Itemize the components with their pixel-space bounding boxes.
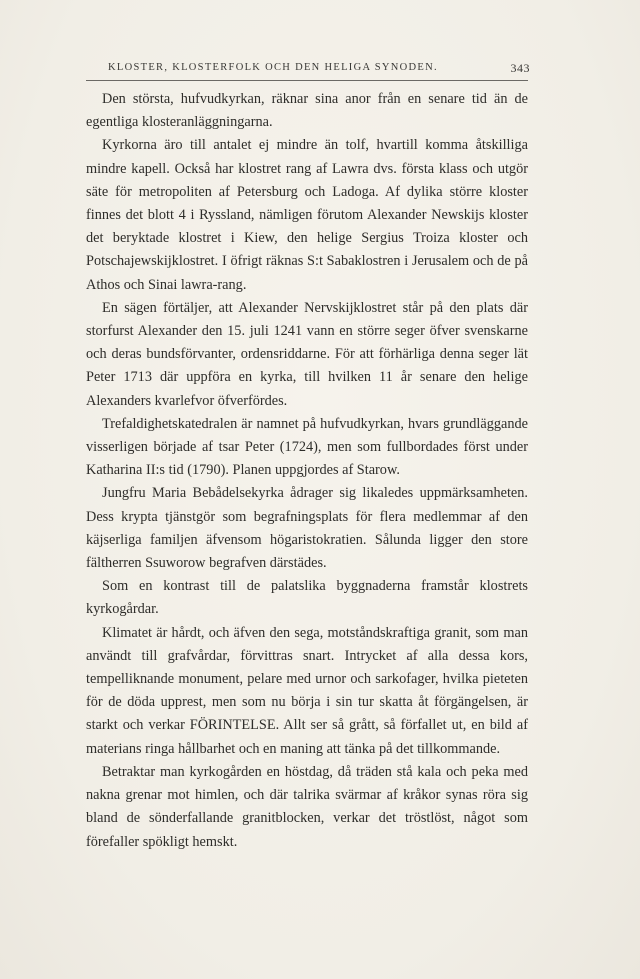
running-head <box>86 62 528 80</box>
paragraph-3: En sägen förtäljer, att Alexander Nervskijklostret står på den plats där storfurst Alexander den 15. juli 1241 vann en större seger öfver svenskarne och deras bundsförvanter, ordensriddarne. För att förhärliga denna seger lät Peter 1713 där uppföra en kyrka, till hvilken 11 år senare den helige Alexanders kvarlefvor öfverfördes. <box>86 299 528 409</box>
body-text <box>86 88 528 854</box>
paragraph-5: Jungfru Maria Bebådelsekyrka ådrager sig likaledes uppmärksamheten. Dess krypta tjänstgör som begrafningsplats för flera medlemmar af den käjserliga familjen äfvensom högaristokratien. Sålunda ligger den store fältherren Ssuworow begrafven därstädes. <box>86 485 528 572</box>
paragraph-4: Trefaldighetskatedralen är namnet på hufvudkyrkan, hvars grundläggande visserligen började af tsar Peter (1724), men som fullbordades först under Katharina II:s tid (1790). Planen uppgjordes af Starow. <box>86 415 528 479</box>
page-number: 343 <box>510 61 530 75</box>
paragraph-1: Den största, hufvudkyrkan, räknar sina anor från en senare tid än de egentliga klosteranläggningarna. <box>86 91 528 131</box>
paragraph-7: Klimatet är hårdt, och äfven den sega, motståndskraftiga granit, som man användt till grafvårdar, förvittras snart. Intrycket af alla dessa kors, tempelliknande monument, pelare med urnor och sarkofager, hvilka pieteten för de döda upprest, men som nu börja i sin tur skatta åt förgängelsen, är starkt och verkar FÖRINTELSE. Allt ser så grått, så förfallet ut, en bild af materians ringa hållbarhet och en maning att tänka på det tillkommande. <box>86 624 528 757</box>
paragraph-8: Betraktar man kyrkogården en höstdag, då träden stå kala och peka med nakna grenar mot himlen, och där talrika svärmar af kråkor synas röra sig bland de sönderfallande granitblocken, verkar det tröstlöst, något som förefaller spökligt hemskt. <box>86 763 528 850</box>
paragraph-2: Kyrkorna äro till antalet ej mindre än tolf, hvartill komma åtskilliga mindre kapell. Också har klostret rang af Lawra dvs. första klass och utgör säte för metropoliten af Petersburg och Ladoga. Af dylika större kloster finnes det blott 4 i Ryssland, nämligen förutom Alexander Newskijs kloster det beryktade klostret i Kiew, den helige Sergius Troiza kloster och Potschajewskijklostret. I öfrigt räknas S:t Sabaklostren i Jerusalem och de på Athos och Sinai lawra-rang. <box>86 137 528 293</box>
running-title: KLOSTER, KLOSTERFOLK OCH DEN HELIGA SYNODEN. <box>108 62 438 73</box>
paragraph-6: Som en kontrast till de palatslika byggnaderna framstår klostrets kyrkogårdar. <box>86 578 528 618</box>
header-rule <box>86 80 528 81</box>
